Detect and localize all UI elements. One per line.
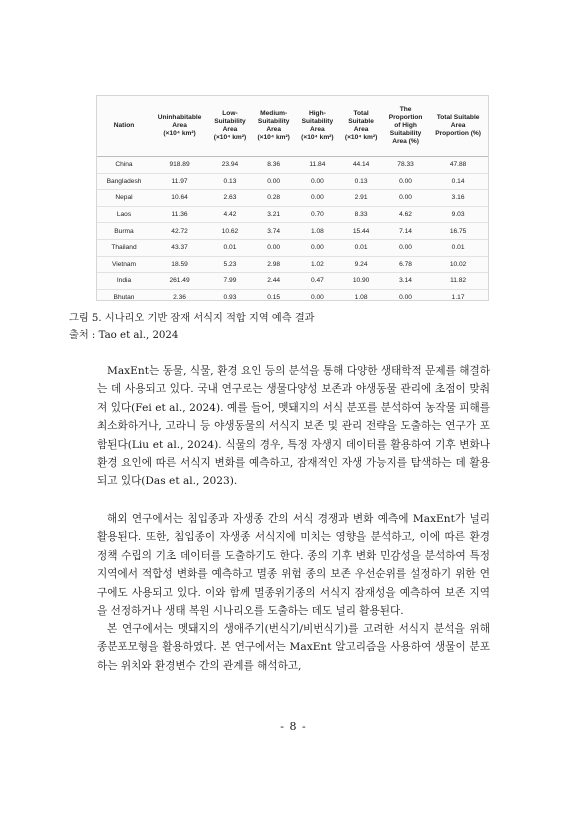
value-cell: 2.63	[208, 190, 252, 207]
value-cell: 6.78	[383, 256, 428, 273]
value-cell: 2.91	[339, 190, 383, 207]
column-header-line: (×10⁴ km²)	[344, 133, 378, 141]
value-cell: 8.36	[252, 157, 296, 174]
value-cell: 0.93	[223, 294, 237, 302]
nation-cell: Thailand	[97, 239, 151, 256]
value-cell: 5.23	[208, 256, 252, 273]
value-cell: 15.44	[339, 223, 383, 240]
value-cell: 4.42	[208, 206, 252, 223]
column-header-line: Area (%)	[392, 137, 419, 145]
value-cell: 47.88	[428, 157, 488, 174]
value-cell: 0.00	[296, 239, 340, 256]
value-cell: 0.01	[339, 239, 383, 256]
column-header-line: High-	[308, 110, 326, 118]
column-header-line: (×10⁴ km²)	[257, 133, 290, 141]
column-header	[151, 96, 208, 157]
value-cell: 0.28	[252, 190, 296, 207]
value-cell: 7.14	[383, 223, 428, 240]
value-cell: 3.21	[252, 206, 296, 223]
page-number: - 8 -	[280, 720, 307, 733]
column-header-line: The	[399, 106, 412, 114]
value-cell: 18.59	[151, 256, 208, 273]
value-cell: 0.00	[252, 239, 296, 256]
nation-cell: Bhutan	[113, 294, 135, 302]
column-header	[383, 96, 428, 157]
value-cell: 0.00	[296, 173, 340, 190]
table-row	[97, 173, 488, 190]
value-cell: 0.14	[428, 173, 488, 190]
column-header	[252, 96, 296, 157]
value-cell: 0.15	[267, 294, 281, 302]
paragraph-text: MaxEnt는 동물, 식물, 환경 요인 등의 분석을 통해 다양한 생태학적 문제를 해결하는 데 사용되고 있다. 국내 연구로는 생물다양성 보존과 야생동물 관리에 초점이 맞춰져 있다(Fei et al., 2024). 예를 들어, 멧돼지의 서식 분포를 분석하여 농작물 피해를 최소화하거나, 고라니 등 야생동물의 서식지 보존 및 관리 전략을 도출하는 연구가 포함된다(Liu et al., 2024). 식물의 경우, 특정 자생지 데이터를 활용하여 기후 변화나 환경 요인에 따른 서식지 변화를 예측하고, 잠재적인 자생 가능지를 탐색하는 데 활용되고 있다(Das et al., 2023).	[97, 365, 490, 488]
nation-cell: Bangladesh	[97, 173, 151, 190]
nation-cell: Nepal	[97, 190, 151, 207]
column-header-line: Area	[450, 122, 466, 130]
column-header	[296, 96, 340, 157]
column-header-line: Uninhabitable	[157, 114, 202, 122]
column-header-line: Nation	[113, 122, 135, 130]
nation-cell: India	[97, 273, 151, 290]
value-cell: 3.14	[383, 273, 428, 290]
column-header-line: of High	[394, 122, 417, 130]
value-cell: 0.00	[252, 173, 296, 190]
table-row	[97, 223, 488, 240]
column-header-line: Suitability	[214, 118, 246, 126]
value-cell: 0.13	[208, 173, 252, 190]
body-paragraph-3	[97, 620, 490, 675]
column-header-line: Area	[353, 126, 369, 133]
value-cell: 8.33	[339, 206, 383, 223]
column-header-line: Total Suitable	[436, 114, 480, 122]
value-cell: 1.02	[296, 256, 340, 273]
body-paragraph-2	[97, 510, 490, 620]
value-cell: 0.00	[399, 294, 412, 302]
value-cell: 0.47	[296, 273, 340, 290]
value-cell: 16.75	[428, 223, 488, 240]
table-body	[97, 157, 488, 306]
value-cell: 1.17	[451, 294, 465, 302]
column-header-line: Area	[266, 126, 282, 133]
value-cell: 0.00	[296, 190, 340, 207]
table-header	[97, 96, 488, 157]
value-cell: 11.97	[151, 173, 208, 190]
table-row	[97, 190, 488, 207]
value-cell: 0.13	[339, 173, 383, 190]
value-cell: 4.62	[383, 206, 428, 223]
column-header	[208, 96, 252, 157]
column-header-line: (×10⁴ km²)	[301, 133, 334, 141]
value-cell: 0.00	[383, 173, 428, 190]
value-cell: 3.16	[428, 190, 488, 207]
suitability-table	[97, 96, 488, 305]
value-cell: 0.00	[383, 239, 428, 256]
column-header-line: Total	[353, 110, 369, 118]
value-cell: 0.00	[383, 190, 428, 207]
table-row	[97, 256, 488, 273]
value-cell: 42.72	[151, 223, 208, 240]
value-cell: 261.49	[151, 273, 208, 290]
column-header-line: (×10⁴ km²)	[213, 133, 247, 141]
column-header-line: Suitability	[257, 118, 290, 126]
value-cell: 10.64	[151, 190, 208, 207]
value-cell: 0.01	[428, 239, 488, 256]
value-cell: 9.03	[428, 206, 488, 223]
figure-caption: 그림 5. 시나리오 기반 잠재 서식지 적합 지역 예측 결과	[69, 313, 315, 324]
table-header-row	[97, 96, 488, 157]
column-header	[339, 96, 383, 157]
value-cell: 9.24	[339, 256, 383, 273]
value-cell: 11.82	[428, 273, 488, 290]
column-header-line: Medium-	[260, 110, 288, 118]
table-row	[97, 273, 488, 290]
value-cell: 44.14	[339, 157, 383, 174]
nation-cell: Laos	[97, 206, 151, 223]
paragraph-text: 해외 연구에서는 침입종과 자생종 간의 서식 경쟁과 변화 예측에 MaxEnt가 널리 활용된다. 또한, 침입종이 자생종 서식지에 미치는 영향을 분석하고, 이에 따른 환경 정책 수립의 기초 데이터를 도출하기도 한다. 종의 기후 변화 민감성을 분석하여 특정 지역에서 적합성 변화를 예측하고 멸종 위험 종의 보존 우선순위를 설정하기 위한 연구에도 사용되고 있다. 이와 함께 멸종위기종의 서식지 잠재성을 예측하여 보존 지역을 선정하거나 생태 복원 시나리오를 도출하는 데도 널리 활용된다.	[97, 513, 490, 618]
value-cell: 2.36	[173, 294, 186, 302]
column-header-line: Area	[310, 126, 325, 133]
value-cell: 3.74	[252, 223, 296, 240]
column-header	[97, 96, 151, 157]
nation-cell: Vietnam	[97, 256, 151, 273]
column-header-line: (×10⁴ km²)	[163, 129, 196, 137]
value-cell: 0.01	[208, 239, 252, 256]
value-cell: 10.90	[339, 273, 383, 290]
value-cell: 78.33	[383, 157, 428, 174]
value-cell: 10.62	[208, 223, 252, 240]
value-cell: 7.99	[208, 273, 252, 290]
value-cell: 23.94	[208, 157, 252, 174]
column-header-line: Suitability	[301, 118, 334, 126]
column-header-line: Area	[222, 126, 238, 133]
nation-cell: Burma	[97, 223, 151, 240]
value-cell: 11.36	[151, 206, 208, 223]
column-header-line: Low-	[222, 110, 238, 118]
value-cell: 11.84	[296, 157, 340, 174]
table-row	[97, 157, 488, 174]
value-cell: 918.89	[151, 157, 208, 174]
table-row	[97, 289, 488, 305]
table-row	[97, 239, 488, 256]
value-cell: 1.08	[354, 294, 368, 302]
column-header-line: Suitable	[348, 118, 374, 126]
column-header-line: Suitability	[389, 129, 422, 137]
column-header	[428, 96, 488, 157]
value-cell: 43.37	[151, 239, 208, 256]
value-cell: 2.44	[252, 273, 296, 290]
paragraph-text: 본 연구에서는 멧돼지의 생애주기(번식기/비번식기)를 고려한 서식지 분석을 위해 종분포모형을 활용하였다. 본 연구에서는 MaxEnt 알고리즘을 사용하여 생물이 분포하는 위치와 환경변수 간의 관계를 해석하고,	[97, 623, 490, 672]
figure-source: 출처 : Tao et al., 2024	[69, 330, 179, 341]
table-row	[97, 206, 488, 223]
nation-cell: China	[97, 157, 151, 174]
value-cell: 2.98	[252, 256, 296, 273]
body-paragraph-1	[97, 362, 490, 491]
value-cell: 0.00	[310, 294, 324, 302]
figure-table	[96, 95, 489, 301]
column-header-line: Proportion	[388, 114, 423, 122]
value-cell: 0.70	[296, 206, 340, 223]
column-header-line: Area	[172, 122, 187, 130]
value-cell: 10.02	[428, 256, 488, 273]
value-cell: 1.08	[296, 223, 340, 240]
column-header-line: Proportion (%)	[435, 129, 481, 137]
